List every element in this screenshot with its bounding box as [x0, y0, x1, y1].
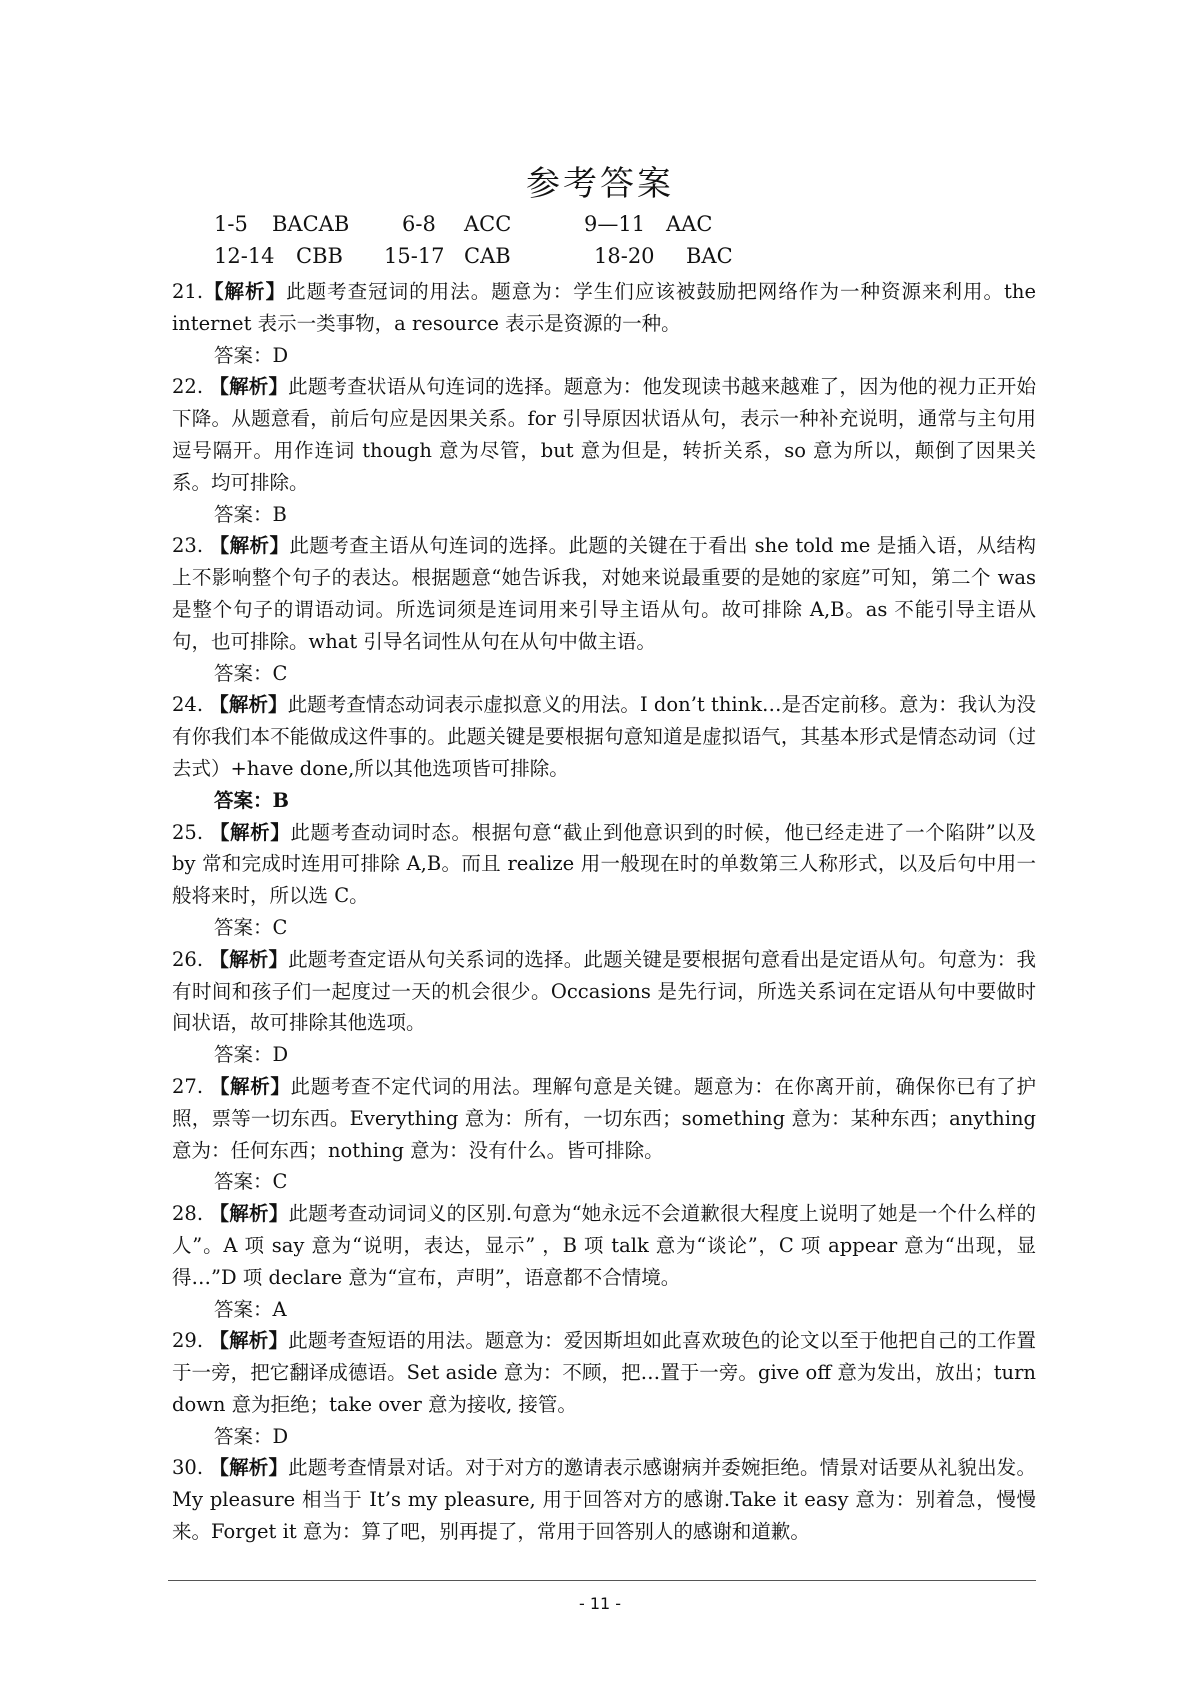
footer-divider — [168, 1580, 1036, 1581]
analysis-tag: 【解析】 — [209, 693, 288, 717]
analysis-tag: 【解析】 — [209, 375, 289, 399]
analysis-body: 此题考查情景对话。对于对方的邀请表示感谢病并委婉拒绝。情景对话要从礼貌出发。My pleasure 相当于 It’s my pleasure, 用于回答对方的感谢.Take it easy 意为：别着急，慢慢来。Forget it 意为：算了吧，别再提了，常用于回答别人的感谢和道歉。 — [172, 1456, 1036, 1544]
explanation-text — [172, 530, 1036, 657]
explanation-item — [172, 530, 1036, 689]
question-number: 22. — [172, 375, 210, 399]
explanation-text — [172, 944, 1036, 1039]
answer-line: 答案：D — [214, 343, 289, 367]
explanation-text — [172, 276, 1036, 340]
explanation-text — [172, 1071, 1036, 1166]
analysis-body: 此题考查状语从句连词的选择。题意为：他发现读书越来越难了，因为他的视力正开始下降。从题意看，前后句应是因果关系。for 引导原因状语从句，表示一种补充说明，通常与主句用逗号隔开。用作连词 though 意为尽管，but 意为但是，转折关系，so 意为所以，颠倒了因果关系。均可排除。 — [172, 375, 1036, 494]
explanation-text — [172, 689, 1036, 784]
explanation-text — [172, 1325, 1036, 1420]
analysis-body: 此题考查不定代词的用法。理解句意是关键。题意为：在你离开前，确保你已有了护照，票等一切东西。Everything 意为：所有，一切东西；something 意为：某种东西；anything 意为：任何东西；nothing 意为：没有什么。皆可排除。 — [172, 1074, 1036, 1162]
analysis-body: 此题考查情态动词表示虚拟意义的用法。I don’t think…是否定前移。意为：我认为没有你我们本不能做成这件事的。此题关键是要根据句意知道是虚拟语气，其基本形式是情态动词（过去式）+have done,所以其他选项皆可排除。 — [172, 693, 1036, 780]
answer-range: 12-14 — [214, 244, 275, 268]
explanation-item — [172, 944, 1036, 1071]
answer-letters: BACAB — [272, 212, 350, 236]
answer-line: 答案：D — [214, 1043, 289, 1067]
page-title: 参考答案 — [526, 164, 674, 204]
explanation-item — [172, 1325, 1036, 1452]
answer-letters: CBB — [296, 244, 343, 268]
question-number: 28. — [172, 1202, 210, 1226]
analysis-body: 此题考查动词词义的区别.句意为“她永远不会道歉很大程度上说明了她是一个什么样的人”。A 项 say 意为“说明，表达，显示” ，B 项 talk 意为“谈论”，C 项 appear 意为“出现，显得…”D 项 declare 意为“宣布，声明”，语意都不合情境。 — [172, 1202, 1036, 1289]
answer-line: 答案：A — [214, 1297, 287, 1321]
answer-range: 6-8 — [402, 212, 436, 236]
answer-letters: BAC — [686, 244, 733, 268]
analysis-tag: 【解析】 — [209, 947, 289, 971]
answer-line: 答案：C — [214, 1170, 288, 1194]
explanation-item — [172, 817, 1036, 944]
question-number: 23. — [172, 534, 210, 558]
answer-range: 15-17 — [384, 244, 445, 268]
analysis-tag: 【解析】 — [209, 534, 290, 558]
analysis-body: 此题考查主语从句连词的选择。此题的关键在于看出 she told me 是插入语，从结构上不影响整个句子的表达。根据题意“她告诉我，对她来说最重要的是她的家庭”可知，第二个 was 是整个句子的谓语动词。所选词须是连词用来引导主语从句。故可排除 A,B。as 不能引导主语从句，也可排除。what 引导名词性从句在从句中做主语。 — [172, 534, 1036, 653]
question-number: 30. — [172, 1456, 210, 1480]
question-number: 24. — [172, 693, 210, 717]
answer-line: 答案：D — [214, 1424, 289, 1448]
explanation-item — [172, 1452, 1036, 1547]
page-number: - 11 - — [578, 1594, 622, 1613]
analysis-tag: 【解析】 — [209, 1202, 289, 1226]
explanations — [172, 276, 1036, 1548]
answer-letters: AAC — [666, 212, 713, 236]
answer-range: 1-5 — [214, 212, 248, 236]
question-number: 29. — [172, 1329, 210, 1353]
answer-letters: CAB — [464, 244, 511, 268]
answer-line: 答案：B — [214, 502, 287, 526]
explanation-item — [172, 276, 1036, 371]
question-number: 26. — [172, 947, 210, 971]
answer-line: 答案：C — [214, 661, 288, 685]
explanation-text — [172, 1198, 1036, 1293]
analysis-tag: 【解析】 — [209, 1074, 291, 1098]
question-number: 27. — [172, 1074, 210, 1098]
analysis-tag: 【解析】 — [203, 280, 287, 303]
answer-line: 答案：C — [214, 915, 288, 939]
explanation-item — [172, 1071, 1036, 1198]
explanation-item — [172, 689, 1036, 816]
answer-letters: ACC — [464, 212, 512, 236]
answer-range: 18-20 — [594, 244, 655, 268]
question-number: 21. — [172, 280, 204, 303]
explanation-item — [172, 1198, 1036, 1325]
explanation-text — [172, 817, 1036, 912]
explanation-item — [172, 371, 1036, 530]
analysis-body: 此题考查短语的用法。题意为：爱因斯坦如此喜欢玻色的论文以至于他把自己的工作置于一旁，把它翻译成德语。Set aside 意为：不顾，把…置于一旁。give off 意为发出，放出；turn down 意为拒绝；take over 意为接收, 接管。 — [172, 1329, 1036, 1416]
explanation-text — [172, 1452, 1036, 1547]
analysis-body: 此题考查定语从句关系词的选择。此题关键是要根据句意看出是定语从句。句意为：我有时间和孩子们一起度过一天的机会很少。Occasions 是先行词，所选关系词在定语从句中要做时间状语，故可排除其他选项。 — [172, 947, 1036, 1035]
answer-line: 答案：B — [214, 788, 289, 812]
question-number: 25. — [172, 820, 210, 844]
analysis-body: 此题考查动词时态。根据句意“截止到他意识到的时候，他已经走进了一个陷阱”以及 by 常和完成时连用可排除 A,B。而且 realize 用一般现在时的单数第三人称形式，以及后句中用一般将来时，所以选 C。 — [172, 820, 1036, 908]
explanation-text — [172, 371, 1036, 498]
analysis-tag: 【解析】 — [209, 1456, 289, 1480]
analysis-tag: 【解析】 — [209, 820, 291, 844]
answer-range: 9—11 — [584, 212, 646, 236]
analysis-body: 此题考查冠词的用法。题意为：学生们应该被鼓励把网络作为一种资源来利用。the internet 表示一类事物，a resource 表示是资源的一种。 — [172, 280, 1036, 335]
analysis-tag: 【解析】 — [209, 1329, 289, 1353]
